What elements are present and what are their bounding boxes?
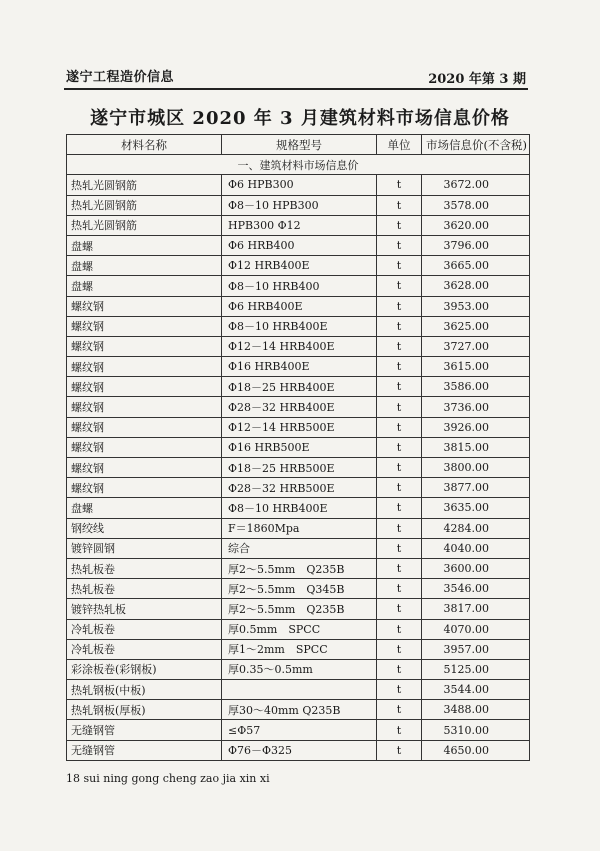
column-header-name: 材料名称 <box>67 135 222 155</box>
cell-material-name: 螺纹钢 <box>67 377 222 397</box>
cell-price: 3546.00 <box>422 579 530 599</box>
cell-price: 3635.00 <box>422 498 530 518</box>
cell-unit: t <box>377 538 422 558</box>
table-row <box>67 336 530 356</box>
cell-spec: Φ28－32 HRB400E <box>222 397 377 417</box>
cell-spec: Φ8－10 HRB400E <box>222 498 377 518</box>
cell-unit: t <box>377 558 422 578</box>
cell-unit: t <box>377 680 422 700</box>
table-row <box>67 478 530 498</box>
cell-material-name: 螺纹钢 <box>67 397 222 417</box>
cell-spec: Φ6 HRB400E <box>222 296 377 316</box>
table-row <box>67 680 530 700</box>
cell-price: 3628.00 <box>422 276 530 296</box>
cell-spec <box>222 680 377 700</box>
header-publication: 遂宁工程造价信息 <box>66 70 175 85</box>
cell-spec: 综合 <box>222 538 377 558</box>
table-row <box>67 296 530 316</box>
cell-price: 4284.00 <box>422 518 530 538</box>
cell-unit: t <box>377 377 422 397</box>
cell-unit: t <box>377 720 422 740</box>
cell-unit: t <box>377 639 422 659</box>
table-row <box>67 417 530 437</box>
cell-price: 3953.00 <box>422 296 530 316</box>
cell-spec: Φ8－10 HRB400E <box>222 316 377 336</box>
cell-material-name: 热轧板卷 <box>67 579 222 599</box>
cell-price: 3620.00 <box>422 215 530 235</box>
cell-price: 3544.00 <box>422 680 530 700</box>
cell-price: 3672.00 <box>422 175 530 195</box>
cell-spec: Φ28－32 HRB500E <box>222 478 377 498</box>
cell-unit: t <box>377 437 422 457</box>
table-row <box>67 397 530 417</box>
cell-price: 3796.00 <box>422 235 530 255</box>
cell-price: 3815.00 <box>422 437 530 457</box>
cell-spec: Φ18－25 HRB500E <box>222 458 377 478</box>
table-row <box>67 235 530 255</box>
cell-material-name: 螺纹钢 <box>67 437 222 457</box>
cell-unit: t <box>377 276 422 296</box>
cell-unit: t <box>377 235 422 255</box>
cell-price: 3957.00 <box>422 639 530 659</box>
cell-unit: t <box>377 357 422 377</box>
cell-price: 3817.00 <box>422 599 530 619</box>
table-row <box>67 215 530 235</box>
table-row <box>67 276 530 296</box>
cell-spec: Φ18－25 HRB400E <box>222 377 377 397</box>
section-label: 一、建筑材料市场信息价 <box>67 155 530 175</box>
cell-material-name: 彩涂板卷(彩钢板) <box>67 659 222 679</box>
table-row <box>67 256 530 276</box>
cell-material-name: 热轧光圆钢筋 <box>67 195 222 215</box>
cell-price: 4040.00 <box>422 538 530 558</box>
table-row <box>67 558 530 578</box>
cell-spec: Φ6 HRB400 <box>222 235 377 255</box>
table-row <box>67 619 530 639</box>
cell-material-name: 镀锌圆钢 <box>67 538 222 558</box>
page-title: 遂宁市城区 2020 年 3 月建筑材料市场信息价格 <box>90 108 510 129</box>
cell-unit: t <box>377 256 422 276</box>
cell-spec: 厚2～5.5mm Q235B <box>222 599 377 619</box>
cell-material-name: 螺纹钢 <box>67 417 222 437</box>
table-row <box>67 599 530 619</box>
cell-spec: 厚30～40mm Q235B <box>222 700 377 720</box>
cell-spec: 厚2～5.5mm Q235B <box>222 558 377 578</box>
cell-spec: 厚2～5.5mm Q345B <box>222 579 377 599</box>
cell-spec: ≤Φ57 <box>222 720 377 740</box>
cell-price: 3586.00 <box>422 377 530 397</box>
cell-price: 5310.00 <box>422 720 530 740</box>
cell-price: 3926.00 <box>422 417 530 437</box>
cell-material-name: 盘螺 <box>67 235 222 255</box>
section-row <box>67 155 530 175</box>
cell-material-name: 钢绞线 <box>67 518 222 538</box>
cell-spec: HPB300 Φ12 <box>222 215 377 235</box>
cell-material-name: 螺纹钢 <box>67 458 222 478</box>
cell-price: 3665.00 <box>422 256 530 276</box>
table-row <box>67 377 530 397</box>
cell-unit: t <box>377 417 422 437</box>
column-header-spec: 规格型号 <box>222 135 377 155</box>
cell-unit: t <box>377 659 422 679</box>
table-row <box>67 437 530 457</box>
cell-price: 3625.00 <box>422 316 530 336</box>
table-row <box>67 498 530 518</box>
table-row <box>67 458 530 478</box>
column-header-price: 市场信息价(不含税) <box>422 135 530 155</box>
table-row <box>67 700 530 720</box>
cell-price: 3736.00 <box>422 397 530 417</box>
table-row <box>67 357 530 377</box>
cell-unit: t <box>377 478 422 498</box>
cell-price: 3578.00 <box>422 195 530 215</box>
table-row <box>67 175 530 195</box>
cell-material-name: 螺纹钢 <box>67 357 222 377</box>
cell-price: 3877.00 <box>422 478 530 498</box>
cell-unit: t <box>377 579 422 599</box>
cell-spec: Φ8－10 HRB400 <box>222 276 377 296</box>
cell-price: 3727.00 <box>422 336 530 356</box>
cell-unit: t <box>377 619 422 639</box>
cell-spec: 厚0.35～0.5mm <box>222 659 377 679</box>
column-header-unit: 单位 <box>377 135 422 155</box>
table-row <box>67 195 530 215</box>
cell-unit: t <box>377 316 422 336</box>
cell-material-name: 热轧钢板(厚板) <box>67 700 222 720</box>
cell-material-name: 无缝钢管 <box>67 720 222 740</box>
table-row <box>67 518 530 538</box>
cell-price: 3600.00 <box>422 558 530 578</box>
cell-spec: Φ12－14 HRB400E <box>222 336 377 356</box>
cell-material-name: 螺纹钢 <box>67 316 222 336</box>
cell-price: 4650.00 <box>422 740 530 760</box>
cell-unit: t <box>377 215 422 235</box>
cell-unit: t <box>377 599 422 619</box>
cell-spec: Φ8－10 HPB300 <box>222 195 377 215</box>
cell-material-name: 盘螺 <box>67 498 222 518</box>
cell-spec: Φ6 HPB300 <box>222 175 377 195</box>
cell-unit: t <box>377 336 422 356</box>
table-row <box>67 316 530 336</box>
cell-material-name: 镀锌热轧板 <box>67 599 222 619</box>
price-table <box>66 134 530 761</box>
header-rule <box>64 88 528 90</box>
cell-price: 3615.00 <box>422 357 530 377</box>
cell-price: 3488.00 <box>422 700 530 720</box>
cell-unit: t <box>377 195 422 215</box>
cell-material-name: 螺纹钢 <box>67 336 222 356</box>
cell-spec: 厚0.5mm SPCC <box>222 619 377 639</box>
cell-material-name: 盘螺 <box>67 256 222 276</box>
cell-price: 3800.00 <box>422 458 530 478</box>
cell-unit: t <box>377 458 422 478</box>
table-row <box>67 659 530 679</box>
cell-unit: t <box>377 700 422 720</box>
cell-spec: Φ16 HRB500E <box>222 437 377 457</box>
table-row <box>67 579 530 599</box>
cell-unit: t <box>377 518 422 538</box>
cell-spec: Φ12 HRB400E <box>222 256 377 276</box>
cell-material-name: 热轧光圆钢筋 <box>67 175 222 195</box>
table-header-row <box>67 135 530 155</box>
cell-unit: t <box>377 498 422 518</box>
cell-material-name: 螺纹钢 <box>67 478 222 498</box>
cell-material-name: 无缝钢管 <box>67 740 222 760</box>
cell-material-name: 螺纹钢 <box>67 296 222 316</box>
table-row <box>67 639 530 659</box>
header-issue: 2020 年第 3 期 <box>428 72 526 87</box>
cell-spec: Φ12－14 HRB500E <box>222 417 377 437</box>
cell-unit: t <box>377 397 422 417</box>
cell-material-name: 冷轧板卷 <box>67 639 222 659</box>
cell-price: 5125.00 <box>422 659 530 679</box>
table-row <box>67 538 530 558</box>
cell-material-name: 冷轧板卷 <box>67 619 222 639</box>
cell-unit: t <box>377 296 422 316</box>
cell-spec: 厚1～2mm SPCC <box>222 639 377 659</box>
table-row <box>67 720 530 740</box>
cell-material-name: 盘螺 <box>67 276 222 296</box>
table-row <box>67 740 530 760</box>
cell-material-name: 热轧板卷 <box>67 558 222 578</box>
cell-unit: t <box>377 175 422 195</box>
cell-unit: t <box>377 740 422 760</box>
cell-spec: Φ76－Φ325 <box>222 740 377 760</box>
cell-material-name: 热轧光圆钢筋 <box>67 215 222 235</box>
cell-spec: Φ16 HRB400E <box>222 357 377 377</box>
cell-spec: F＝1860Mpa <box>222 518 377 538</box>
cell-material-name: 热轧钢板(中板) <box>67 680 222 700</box>
cell-price: 4070.00 <box>422 619 530 639</box>
page-footer: 18 sui ning gong cheng zao jia xin xi <box>66 772 270 785</box>
